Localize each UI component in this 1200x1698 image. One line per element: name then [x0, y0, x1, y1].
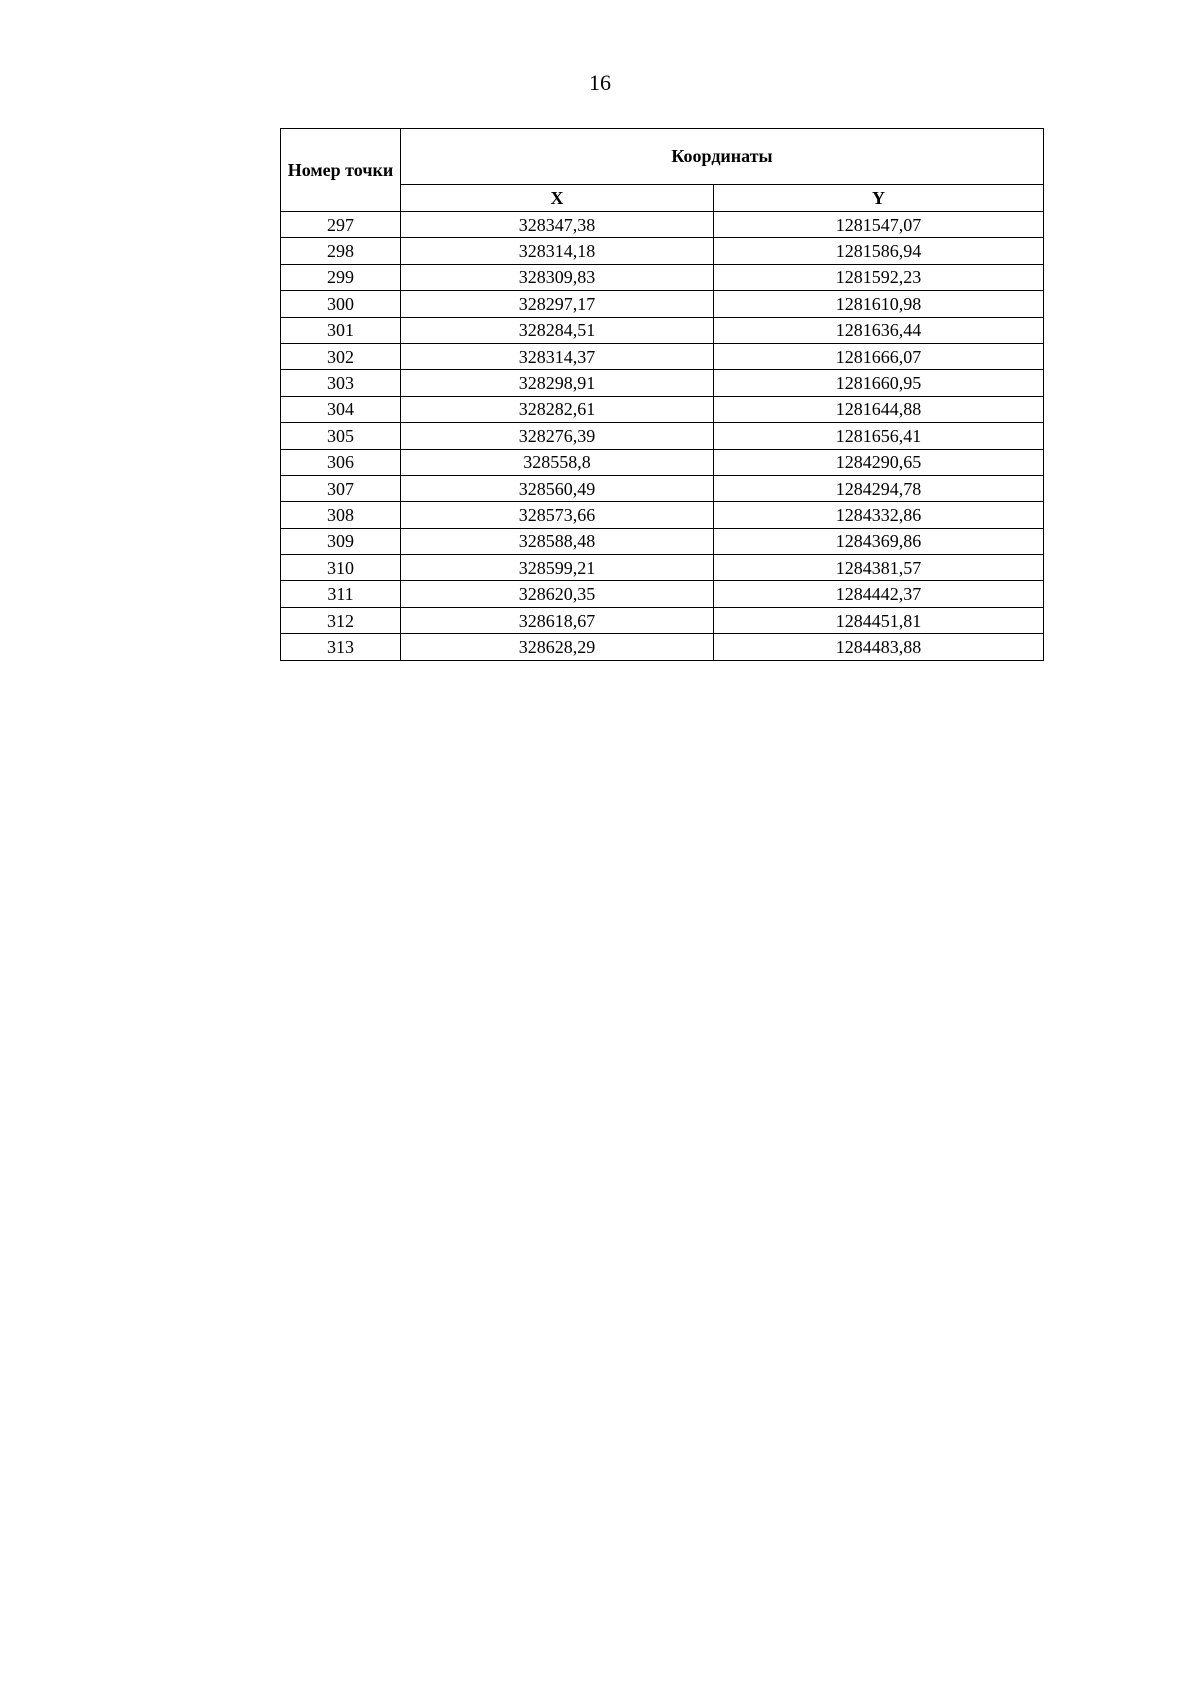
point-number-cell: 305 — [281, 423, 401, 449]
y-coordinate-cell: 1281636,44 — [714, 317, 1044, 343]
y-coordinate-cell: 1284290,65 — [714, 449, 1044, 475]
x-column-header: X — [401, 185, 714, 212]
table-row — [281, 291, 1044, 317]
point-number-cell: 307 — [281, 475, 401, 501]
point-number-cell: 297 — [281, 212, 401, 238]
x-coordinate-cell: 328298,91 — [401, 370, 714, 396]
point-number-cell: 299 — [281, 264, 401, 290]
x-coordinate-cell: 328276,39 — [401, 423, 714, 449]
point-number-cell: 303 — [281, 370, 401, 396]
point-number-cell: 313 — [281, 634, 401, 660]
point-number-cell: 308 — [281, 502, 401, 528]
x-coordinate-cell: 328588,48 — [401, 528, 714, 554]
x-coordinate-cell: 328599,21 — [401, 555, 714, 581]
table-row — [281, 555, 1044, 581]
x-coordinate-cell: 328314,18 — [401, 238, 714, 264]
y-coordinate-cell: 1284381,57 — [714, 555, 1044, 581]
table-row — [281, 264, 1044, 290]
point-number-cell: 306 — [281, 449, 401, 475]
table-row — [281, 238, 1044, 264]
x-coordinate-cell: 328282,61 — [401, 396, 714, 422]
point-number-cell: 300 — [281, 291, 401, 317]
table-row — [281, 475, 1044, 501]
y-coordinate-cell: 1281666,07 — [714, 343, 1044, 369]
coordinates-header: Координаты — [401, 129, 1044, 185]
point-number-cell: 311 — [281, 581, 401, 607]
table-row — [281, 212, 1044, 238]
y-coordinate-cell: 1281547,07 — [714, 212, 1044, 238]
x-coordinate-cell: 328628,29 — [401, 634, 714, 660]
x-coordinate-cell: 328309,83 — [401, 264, 714, 290]
x-coordinate-cell: 328560,49 — [401, 475, 714, 501]
table-row — [281, 502, 1044, 528]
x-coordinate-cell: 328297,17 — [401, 291, 714, 317]
y-coordinate-cell: 1284442,37 — [714, 581, 1044, 607]
point-number-cell: 310 — [281, 555, 401, 581]
page-number: 16 — [589, 70, 611, 95]
y-coordinate-cell: 1281656,41 — [714, 423, 1044, 449]
x-coordinate-cell: 328573,66 — [401, 502, 714, 528]
y-coordinate-cell: 1284294,78 — [714, 475, 1044, 501]
y-column-header: Y — [714, 185, 1044, 212]
table-row — [281, 317, 1044, 343]
table-row — [281, 634, 1044, 660]
point-number-header: Номер точки — [281, 129, 401, 212]
x-coordinate-cell: 328284,51 — [401, 317, 714, 343]
y-coordinate-cell: 1281592,23 — [714, 264, 1044, 290]
x-coordinate-cell: 328347,38 — [401, 212, 714, 238]
y-coordinate-cell: 1284451,81 — [714, 607, 1044, 633]
point-number-cell: 309 — [281, 528, 401, 554]
point-number-cell: 298 — [281, 238, 401, 264]
table-row — [281, 607, 1044, 633]
y-coordinate-cell: 1281644,88 — [714, 396, 1044, 422]
y-coordinate-cell: 1284332,86 — [714, 502, 1044, 528]
table-row — [281, 581, 1044, 607]
y-coordinate-cell: 1284369,86 — [714, 528, 1044, 554]
x-coordinate-cell: 328558,8 — [401, 449, 714, 475]
table-row — [281, 528, 1044, 554]
point-number-cell: 301 — [281, 317, 401, 343]
table-row — [281, 370, 1044, 396]
x-coordinate-cell: 328620,35 — [401, 581, 714, 607]
x-coordinate-cell: 328618,67 — [401, 607, 714, 633]
y-coordinate-cell: 1281586,94 — [714, 238, 1044, 264]
y-coordinate-cell: 1281610,98 — [714, 291, 1044, 317]
coordinates-table — [280, 128, 1044, 661]
table-row — [281, 343, 1044, 369]
y-coordinate-cell: 1281660,95 — [714, 370, 1044, 396]
table-body — [281, 212, 1044, 661]
table-row — [281, 396, 1044, 422]
table-row — [281, 423, 1044, 449]
table-row — [281, 449, 1044, 475]
point-number-cell: 312 — [281, 607, 401, 633]
point-number-cell: 302 — [281, 343, 401, 369]
y-coordinate-cell: 1284483,88 — [714, 634, 1044, 660]
point-number-cell: 304 — [281, 396, 401, 422]
x-coordinate-cell: 328314,37 — [401, 343, 714, 369]
